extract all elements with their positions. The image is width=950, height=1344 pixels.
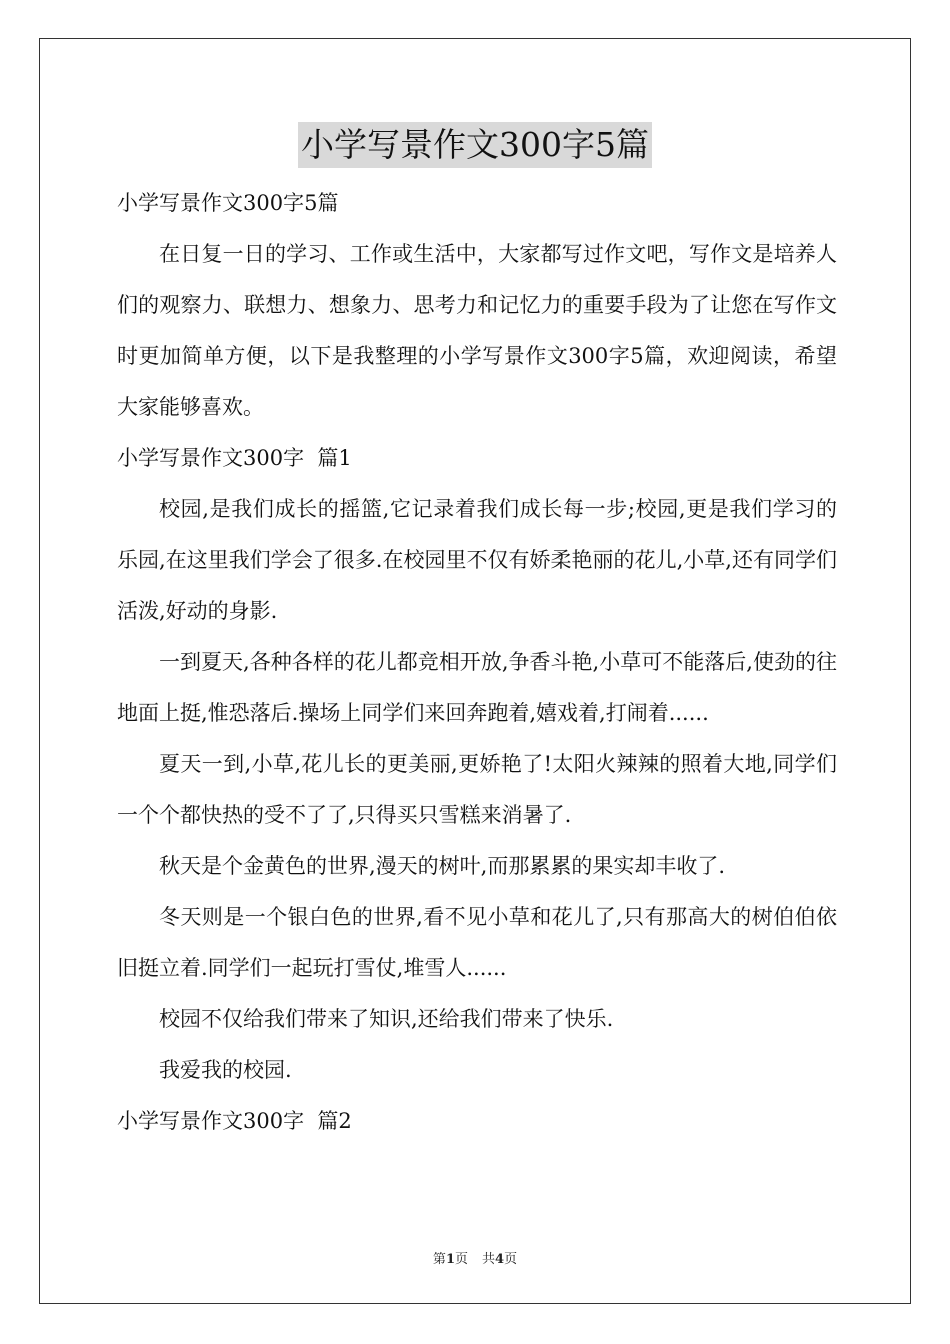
total-suffix: 页 — [504, 1252, 518, 1267]
page-suffix: 页 — [454, 1252, 468, 1267]
total-prefix: 共 — [482, 1252, 496, 1267]
section-heading-2: 小学写景作文300字 篇2 — [117, 1109, 352, 1133]
section1-paragraph: 一到夏天,各种各样的花儿都竞相开放,争香斗艳,小草可不能落后,使劲的往地面上挺,惟恐落后.操场上同学们来回奔跑着,嬉戏着,打闹着...... — [117, 650, 837, 725]
page-current: 1 — [445, 1252, 455, 1267]
document-body — [117, 178, 837, 1147]
section1-paragraph: 校园不仅给我们带来了知识,还给我们带来了快乐. — [159, 1007, 614, 1031]
page-prefix: 第 — [432, 1252, 446, 1267]
page-footer — [0, 1248, 950, 1267]
page-total: 4 — [495, 1252, 505, 1267]
section-heading-1: 小学写景作文300字 篇1 — [117, 446, 352, 470]
document-title: 小学写景作文300字5篇 — [298, 122, 652, 168]
section1-paragraph: 我爱我的校园. — [159, 1058, 292, 1082]
section1-paragraph: 夏天一到,小草,花儿长的更美丽,更娇艳了!太阳火辣辣的照着大地,同学们一个个都快热的受不了了,只得买只雪糕来消暑了. — [117, 752, 837, 827]
section1-paragraph: 秋天是个金黄色的世界,漫天的树叶,而那累累的果实却丰收了. — [159, 854, 726, 878]
section1-paragraph: 冬天则是一个银白色的世界,看不见小草和花儿了,只有那高大的树伯伯依旧挺立着.同学们一起玩打雪仗,堆雪人...... — [117, 905, 837, 980]
document-subtitle: 小学写景作文300字5篇 — [117, 191, 339, 215]
section1-paragraph: 校园,是我们成长的摇篮,它记录着我们成长每一步;校园,更是我们学习的乐园,在这里我们学会了很多.在校园里不仅有娇柔艳丽的花儿,小草,还有同学们活泼,好动的身影. — [117, 497, 837, 623]
title-container — [0, 122, 950, 168]
intro-paragraph: 在日复一日的学习、工作或生活中，大家都写过作文吧，写作文是培养人们的观察力、联想力、想象力、思考力和记忆力的重要手段为了让您在写作文时更加简单方便，以下是我整理的小学写景作文300字5篇，欢迎阅读，希望大家能够喜欢。 — [117, 242, 837, 419]
